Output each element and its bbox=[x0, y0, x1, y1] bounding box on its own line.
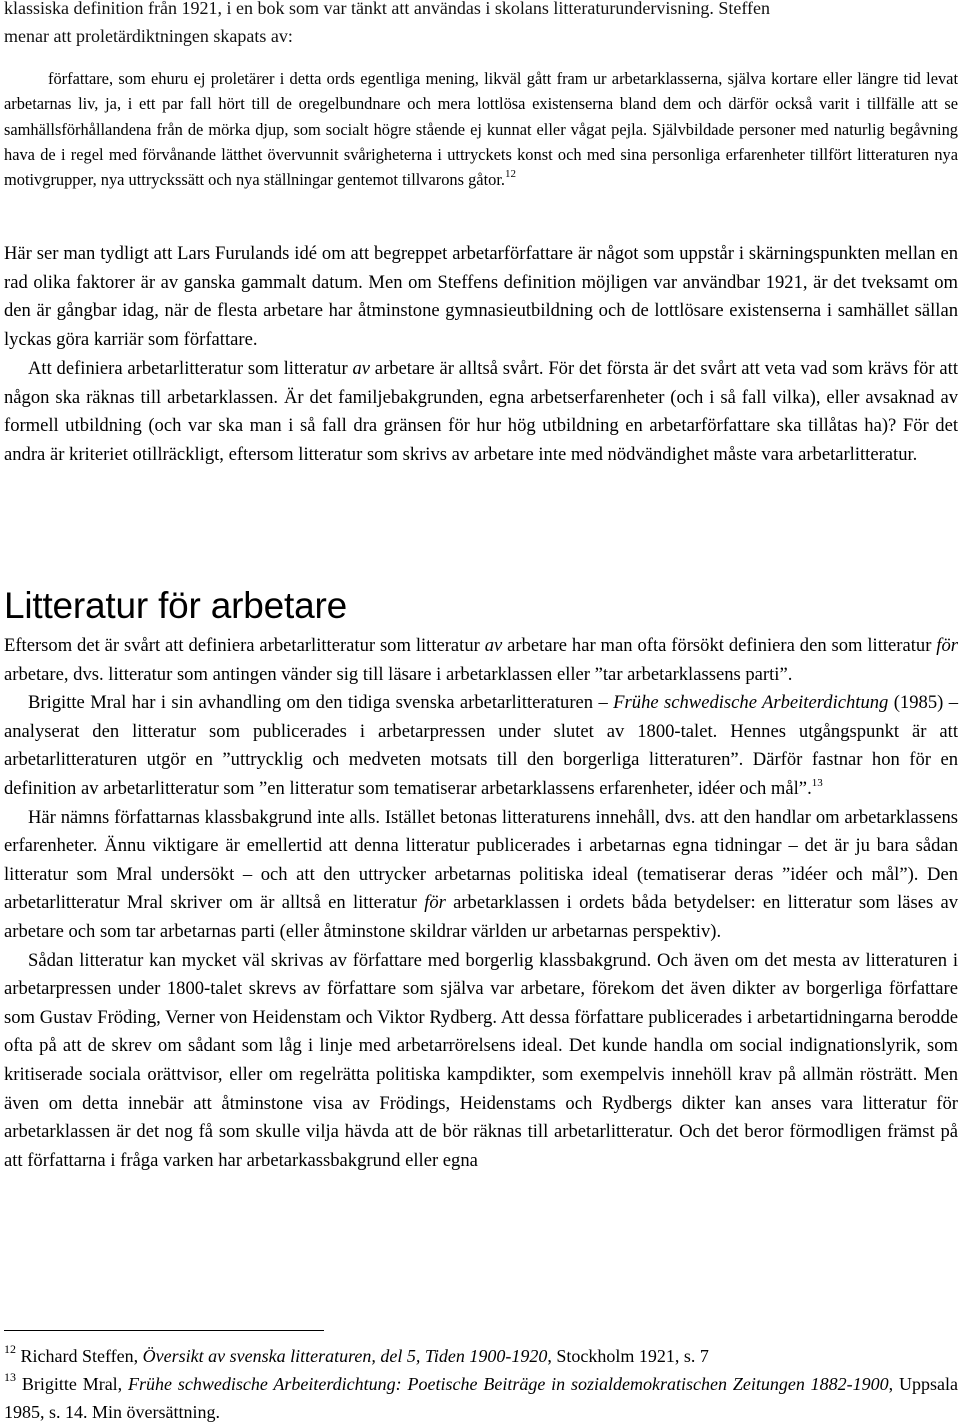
body-paragraph-borgerlig: Sådan litteratur kan mycket väl skrivas av författare med borgerlig klassbakgrund. Och även om det mesta av litteraturen i arbetarpressen under 1800-talet skrevs av författare som själva var arbetare, förekom det även dikter av borgerliga författare som Gustav Fröding, Verner von Heidenstam och Viktor Rydberg. Att dessa författare publicerades i arbetartidningarna berodde ofta på att de skrev om sådant som låg i linje med arbetarrörelsens ideal. Det kunde handla om social indignationslyrik, som kritiserade sociala orättvisor, eller om regelrätta politiska kampdikter, som exempelvis innehöll krav på allmän rösträtt. Men även om detta innebär att åtminstone visa av Frödings, Heidenstams och Rydbergs dikter kan anses vara litteratur för arbetarklassen är det nog få som skulle vilja hävda att de bör räknas till arbetarlitteratur. Och det beror förmodligen främst på att författarna i fråga varken har arbetarkassbakgrund eller egna bbox=[4, 949, 958, 1171]
body-paragraph-klassbakgrund bbox=[4, 804, 958, 947]
body-paragraph-for-arbetare bbox=[4, 632, 958, 689]
block-quote-text: författare, som ehuru ej proletärer i detta ords egentliga mening, likväl gått fram ur arbetarklasserna, själva kortare eller längre tid levat arbetarnas liv, ja, i ett par fall hört till de oregelbundnare och mera lottlösa existenserna bland dem och därför också varit i tillfälle att se samhällsförhållandena från de mörka djup, som socialt högre stående ej kunnat eller vågat pejla. Självbildade personer med naturlig begåvning hava de i regel med förvånande lätthet övervunnit svårigheterna i uttryckets konst och med sina personliga erfarenheter tillfört litteraturen nya motivgrupper, nya uttryckssätt och nya ställningar gentemot tillvarons gåtor. bbox=[4, 69, 958, 190]
block-quote bbox=[4, 66, 958, 192]
text-span: Här nämns författarnas klassbakgrund inte alls. Istället betonas litteraturens innehåll, dvs. att den handlar om arbetarklassens erfarenheter. Ännu viktigare är emellertid att denna litteratur publicerades i arbetarnas egna tidningar – det är ju bara sådan litteratur som Mral undersökt – och att den uttrycker arbetarnas politiska ideal (tematiserar deras ”idéer och mål”). Den arbetarlitteratur Mral skriver om är alltså en litteratur bbox=[4, 806, 958, 914]
text-span: Brigitte Mral har i sin avhandling om den tidiga svenska arbetarlitteraturen – bbox=[28, 692, 614, 714]
text-span: arbetare har man ofta försökt definiera den som litteratur bbox=[502, 635, 937, 656]
footnote-12 bbox=[4, 1342, 958, 1370]
body-paragraph-furuland: Här ser man tydligt att Lars Furulands idé om att begreppet arbetarförfattare är något som uppstår i skärningspunkten mellan en rad olika faktorer är av ganska gammalt datum. Men om Steffens definition möjligen var användbar 1921, är det tveksamt om den är gångbar idag, när de flesta arbetare har åtminstone gymnasieutbildning och de lottlösare existenserna i samhället sällan lyckas göra karriär som författare. bbox=[4, 243, 958, 351]
section-heading: Litteratur för arbetare bbox=[4, 585, 347, 626]
footnote-title: Översikt av svenska litteraturen, del 5, Tiden 1900-1920 bbox=[142, 1346, 548, 1366]
text-span: arbetare, dvs. litteratur som antingen vänder sig till läsare i arbetarklassen eller ”tar arbetarklassens parti”. bbox=[4, 663, 793, 685]
body-section-1 bbox=[4, 240, 958, 470]
emphasis-book-title: Frühe schwedische Arbeiterdichtung bbox=[613, 692, 889, 714]
emphasis-av: av bbox=[352, 357, 371, 379]
footnote-number: 13 bbox=[4, 1370, 16, 1384]
footnote-13 bbox=[4, 1370, 958, 1426]
body-section-2 bbox=[4, 632, 958, 1175]
text-span: arbetarklassen i ordets båda betydelser: en litteratur som läses av arbetare och som tar arbetarnas parti (eller åtminstone skildrar världen ur arbetarnas perspektiv). bbox=[4, 892, 958, 942]
footnote-title: Frühe schwedische Arbeiterdichtung: Poetische Beiträge in sozialdemokratischen Zeitungen 1882-1900 bbox=[128, 1374, 889, 1394]
text-span: Att definiera arbetarlitteratur som litteratur bbox=[28, 357, 353, 379]
intro-line-1: klassiska definition från 1921, i en bok som var tänkt att användas i skolans litteraturundervisning. Steffen bbox=[4, 0, 771, 18]
emphasis-for: för bbox=[424, 892, 446, 914]
text-span: Eftersom det är svårt att definiera arbetarlitteratur som litteratur bbox=[4, 635, 485, 656]
footnote-divider bbox=[4, 1330, 324, 1331]
body-paragraph-mral bbox=[4, 689, 958, 803]
intro-paragraph bbox=[4, 0, 958, 50]
text-span: Brigitte Mral, bbox=[16, 1374, 129, 1394]
footnote-ref-12[interactable]: 12 bbox=[504, 168, 516, 181]
text-span: Richard Steffen, bbox=[16, 1346, 143, 1366]
text-span: (1985) – analyserat den litteratur som publicerades i arbetarpressen under slutet av 1800-talet. Hennes utgångspunkt är att arbetarlitteraturen utgör en ”uttrycklig och medveten motsats till den borgerliga litteraturen”. Därför fastnar hon för en definition av arbetarlitteratur som ”en litteratur som tematiserar arbetarklassens erfarenheter, idéer och mål”. bbox=[4, 692, 958, 799]
footnotes bbox=[4, 1342, 958, 1426]
text-span: arbetare är alltså svårt. För det första är det svårt att veta vad som krävs för att någon ska räknas till arbetarklassen. Är det familjebakgrunden, egna arbetserfarenheter (och i så fall vilka), eller avsaknad av formell utbildning (och var ska man i så fall dra gränsen för hur hög utbildning en arbetarförfattare ska tillåtas ha)? För det andra är kriteriet otillräckligt, eftersom litteratur som skrivs av arbetare inte med nödvändighet måste vara arbetarlitteratur. bbox=[4, 357, 959, 465]
footnote-ref-13[interactable]: 13 bbox=[811, 776, 823, 789]
body-paragraph-definition bbox=[4, 355, 958, 470]
emphasis-av: av bbox=[484, 635, 503, 656]
emphasis-for: för bbox=[936, 635, 958, 656]
text-span: , Stockholm 1921, s. 7 bbox=[547, 1346, 709, 1366]
text-span: , Uppsala 1985, s. 14. Min översättning. bbox=[4, 1374, 959, 1422]
footnote-number: 12 bbox=[4, 1342, 16, 1356]
intro-line-2: menar att proletärdiktningen skapats av: bbox=[4, 26, 293, 46]
